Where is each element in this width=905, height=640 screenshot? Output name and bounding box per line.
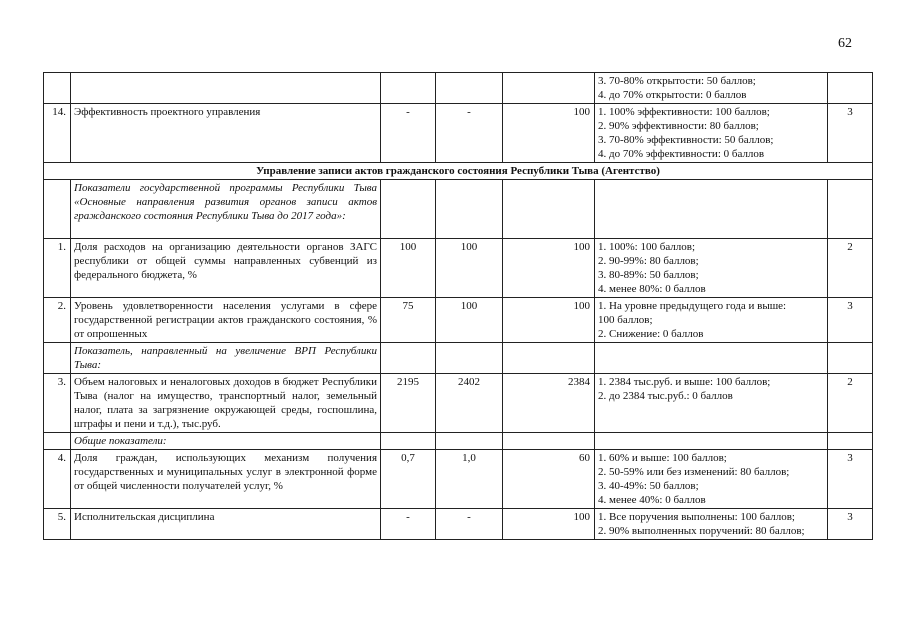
criteria-line: 2. 90% выполненных поручений: 80 баллов; (598, 525, 805, 537)
weight-value: 3 (828, 509, 873, 540)
base-value: 75 (381, 298, 436, 343)
rows-b (44, 374, 873, 433)
table-row (44, 450, 873, 509)
criteria-line: 2. Снижение: 0 баллов (598, 328, 704, 340)
row-number: 1. (44, 239, 71, 298)
weight-value (828, 73, 873, 104)
subheader-grp: Показатель, направленный на увеличение ВРП Республики Тыва: (71, 343, 381, 374)
weight-value: 2 (828, 239, 873, 298)
criteria-line: 1. 2384 тыс.руб. и выше: 100 баллов; (598, 376, 771, 388)
rows-c (44, 450, 873, 540)
weight-value: 3 (828, 450, 873, 509)
criteria-cell (595, 450, 828, 509)
criteria-line: 3. 80-89%: 50 баллов; (598, 269, 699, 281)
criteria-line: 3. 40-49%: 50 баллов; (598, 480, 699, 492)
indicator-name: Доля граждан, использующих механизм получения государственных и муниципальных услуг в электронной форме от общей численности получателей услуг, % (71, 450, 381, 509)
actual-value: 100 (436, 239, 503, 298)
criteria-cell (595, 73, 828, 104)
subheader-row (44, 433, 873, 450)
indicators-table (43, 72, 873, 540)
row-number: 3. (44, 374, 71, 433)
criteria-line: 2. 90-99%: 80 баллов; (598, 255, 699, 267)
table-row (44, 298, 873, 343)
rows-top (44, 73, 873, 163)
criteria-line: 1. На уровне предыдущего года и выше: (598, 300, 787, 312)
indicator-name: Уровень удовлетворенности населения услугами в сфере государственной регистрации актов гражданского состояния, % от опрошенных (71, 298, 381, 343)
criteria-cell (595, 374, 828, 433)
target-value: 100 (503, 509, 595, 540)
actual-value: - (436, 104, 503, 163)
criteria-line: 2. 50-59% или без изменений: 80 баллов; (598, 466, 790, 478)
indicator-name (71, 73, 381, 104)
criteria-cell (595, 298, 828, 343)
target-value: 100 (503, 104, 595, 163)
row-number (44, 73, 71, 104)
base-value: 0,7 (381, 450, 436, 509)
indicator-name: Объем налоговых и неналоговых доходов в бюджет Республики Тыва (налог на имущество, транспортный налог, земельный налог, плата за загрязнение окружающей среды, госпошлина, штрафы и пени и т.д.), тыс.руб. (71, 374, 381, 433)
section-header-row (44, 163, 873, 180)
criteria-line: 4. до 70% эффективности: 0 баллов (598, 148, 765, 160)
criteria-cell (595, 104, 828, 163)
base-value: 2195 (381, 374, 436, 433)
table-row (44, 104, 873, 163)
criteria-line: 100 баллов; (598, 314, 653, 326)
subheader-row (44, 180, 873, 239)
base-value (381, 73, 436, 104)
criteria-line: 2. 90% эффективности: 80 баллов; (598, 120, 759, 132)
row-number: 4. (44, 450, 71, 509)
subheader-general: Общие показатели: (71, 433, 381, 450)
criteria-line: 4. до 70% открытости: 0 баллов (598, 89, 747, 101)
table-row (44, 239, 873, 298)
indicator-name: Доля расходов на организацию деятельности органов ЗАГС республики от общей суммы направленных субвенций из федерального бюджета, % (71, 239, 381, 298)
criteria-line: 3. 70-80% открытости: 50 баллов; (598, 75, 756, 87)
criteria-cell (595, 509, 828, 540)
criteria-cell (595, 239, 828, 298)
row-number: 14. (44, 104, 71, 163)
table-row (44, 73, 873, 104)
criteria-line: 1. 60% и выше: 100 баллов; (598, 452, 727, 464)
actual-value: - (436, 509, 503, 540)
actual-value: 2402 (436, 374, 503, 433)
target-value: 60 (503, 450, 595, 509)
base-value: 100 (381, 239, 436, 298)
page-number: 62 (838, 36, 852, 51)
weight-value: 2 (828, 374, 873, 433)
weight-value: 3 (828, 298, 873, 343)
base-value: - (381, 104, 436, 163)
subheader-row (44, 343, 873, 374)
criteria-line: 4. менее 40%: 0 баллов (598, 494, 706, 506)
target-value (503, 73, 595, 104)
criteria-line: 1. Все поручения выполнены: 100 баллов; (598, 511, 795, 523)
base-value: - (381, 509, 436, 540)
weight-value: 3 (828, 104, 873, 163)
section-title: Управление записи актов гражданского состояния Республики Тыва (Агентство) (44, 163, 873, 180)
row-number: 5. (44, 509, 71, 540)
rows-a (44, 239, 873, 343)
table-row (44, 374, 873, 433)
criteria-line: 1. 100%: 100 баллов; (598, 241, 696, 253)
indicator-name: Исполнительская дисциплина (71, 509, 381, 540)
criteria-line: 2. до 2384 тыс.руб.: 0 баллов (598, 390, 733, 402)
subheader-state-program: Показатели государственной программы Республики Тыва «Основные направления развития органов записи актов гражданского состояния Республики Тыва до 2017 года»: (71, 180, 381, 239)
target-value: 100 (503, 298, 595, 343)
target-value: 2384 (503, 374, 595, 433)
criteria-line: 1. 100% эффективности: 100 баллов; (598, 106, 770, 118)
actual-value: 100 (436, 298, 503, 343)
row-number: 2. (44, 298, 71, 343)
indicator-name: Эффективность проектного управления (71, 104, 381, 163)
criteria-line: 3. 70-80% эффективности: 50 баллов; (598, 134, 774, 146)
target-value: 100 (503, 239, 595, 298)
actual-value: 1,0 (436, 450, 503, 509)
table-row (44, 509, 873, 540)
criteria-line: 4. менее 80%: 0 баллов (598, 283, 706, 295)
actual-value (436, 73, 503, 104)
